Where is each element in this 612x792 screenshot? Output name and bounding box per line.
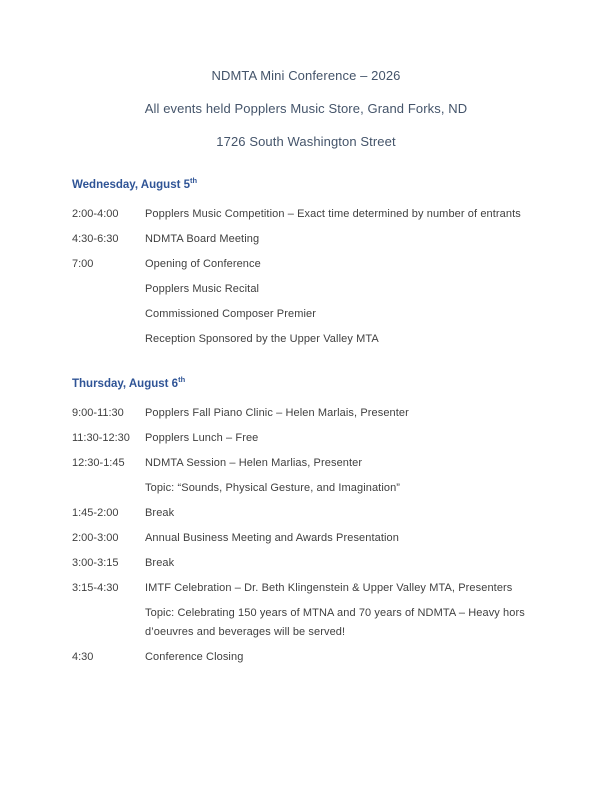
schedule-row — [72, 529, 575, 548]
day-header-suffix: th — [178, 375, 186, 385]
day-section — [72, 377, 575, 667]
time-cell: 12:30-1:45 — [72, 457, 125, 469]
section-rows — [72, 205, 575, 349]
event-description: Popplers Music Competition – Exact time determined by number of entrants — [145, 208, 521, 220]
section-rows — [72, 404, 575, 667]
schedule-row — [72, 648, 575, 667]
event-description: Topic: “Sounds, Physical Gesture, and Imagination” — [145, 482, 401, 494]
schedule-row — [72, 280, 575, 299]
time-cell: 4:30 — [72, 651, 94, 663]
time-cell: 7:00 — [72, 258, 94, 270]
event-description: Popplers Fall Piano Clinic – Helen Marlais, Presenter — [145, 407, 409, 419]
time-cell: 11:30-12:30 — [72, 432, 130, 444]
time-cell: 9:00-11:30 — [72, 407, 124, 419]
event-description: Popplers Music Recital — [145, 283, 260, 295]
schedule-row — [72, 255, 575, 274]
schedule-row — [72, 579, 575, 598]
event-description: Opening of Conference — [145, 258, 261, 270]
schedule-row — [72, 454, 575, 473]
event-description: Conference Closing — [145, 651, 244, 663]
schedule-row — [72, 504, 575, 523]
time-cell: 3:15-4:30 — [72, 582, 119, 594]
document-subtitle-address: 1726 South Washington Street — [216, 134, 396, 149]
schedule-row — [72, 429, 575, 448]
time-cell: 4:30-6:30 — [72, 233, 119, 245]
document-header — [0, 0, 612, 158]
time-cell: 1:45-2:00 — [72, 507, 119, 519]
schedule-row — [72, 404, 575, 423]
document-subtitle-location: All events held Popplers Music Store, Grand Forks, ND — [144, 101, 468, 116]
document-title: NDMTA Mini Conference – 2026 — [211, 68, 401, 83]
time-cell: 2:00-4:00 — [72, 208, 119, 220]
day-header — [72, 377, 575, 392]
day-header-text: Wednesday, August 5 — [72, 179, 191, 191]
day-header — [72, 178, 575, 193]
event-description: Break — [145, 557, 175, 569]
time-cell: 3:00-3:15 — [72, 557, 119, 569]
schedule-row — [72, 604, 575, 642]
event-description: Popplers Lunch – Free — [145, 432, 259, 444]
event-description: Topic: Celebrating 150 years of MTNA and 70 years of NDMTA – Heavy hors d’oeuvres and beverages will be served! — [145, 607, 525, 638]
day-header-suffix: th — [190, 176, 198, 186]
schedule-sections — [0, 178, 612, 667]
event-description: Break — [145, 507, 175, 519]
event-description: Reception Sponsored by the Upper Valley MTA — [145, 333, 379, 345]
event-description: NDMTA Session – Helen Marlias, Presenter — [145, 457, 363, 469]
event-description: Annual Business Meeting and Awards Presentation — [145, 532, 399, 544]
schedule-row — [72, 479, 575, 498]
schedule-row — [72, 230, 575, 249]
event-description: IMTF Celebration – Dr. Beth Klingenstein & Upper Valley MTA, Presenters — [145, 582, 513, 594]
schedule-row — [72, 554, 575, 573]
schedule-row — [72, 205, 575, 224]
schedule-row — [72, 305, 575, 324]
day-section — [72, 178, 575, 349]
event-description: Commissioned Composer Premier — [145, 308, 317, 320]
day-header-text: Thursday, August 6 — [72, 378, 179, 390]
time-cell: 2:00-3:00 — [72, 532, 119, 544]
schedule-row — [72, 330, 575, 349]
event-description: NDMTA Board Meeting — [145, 233, 260, 245]
